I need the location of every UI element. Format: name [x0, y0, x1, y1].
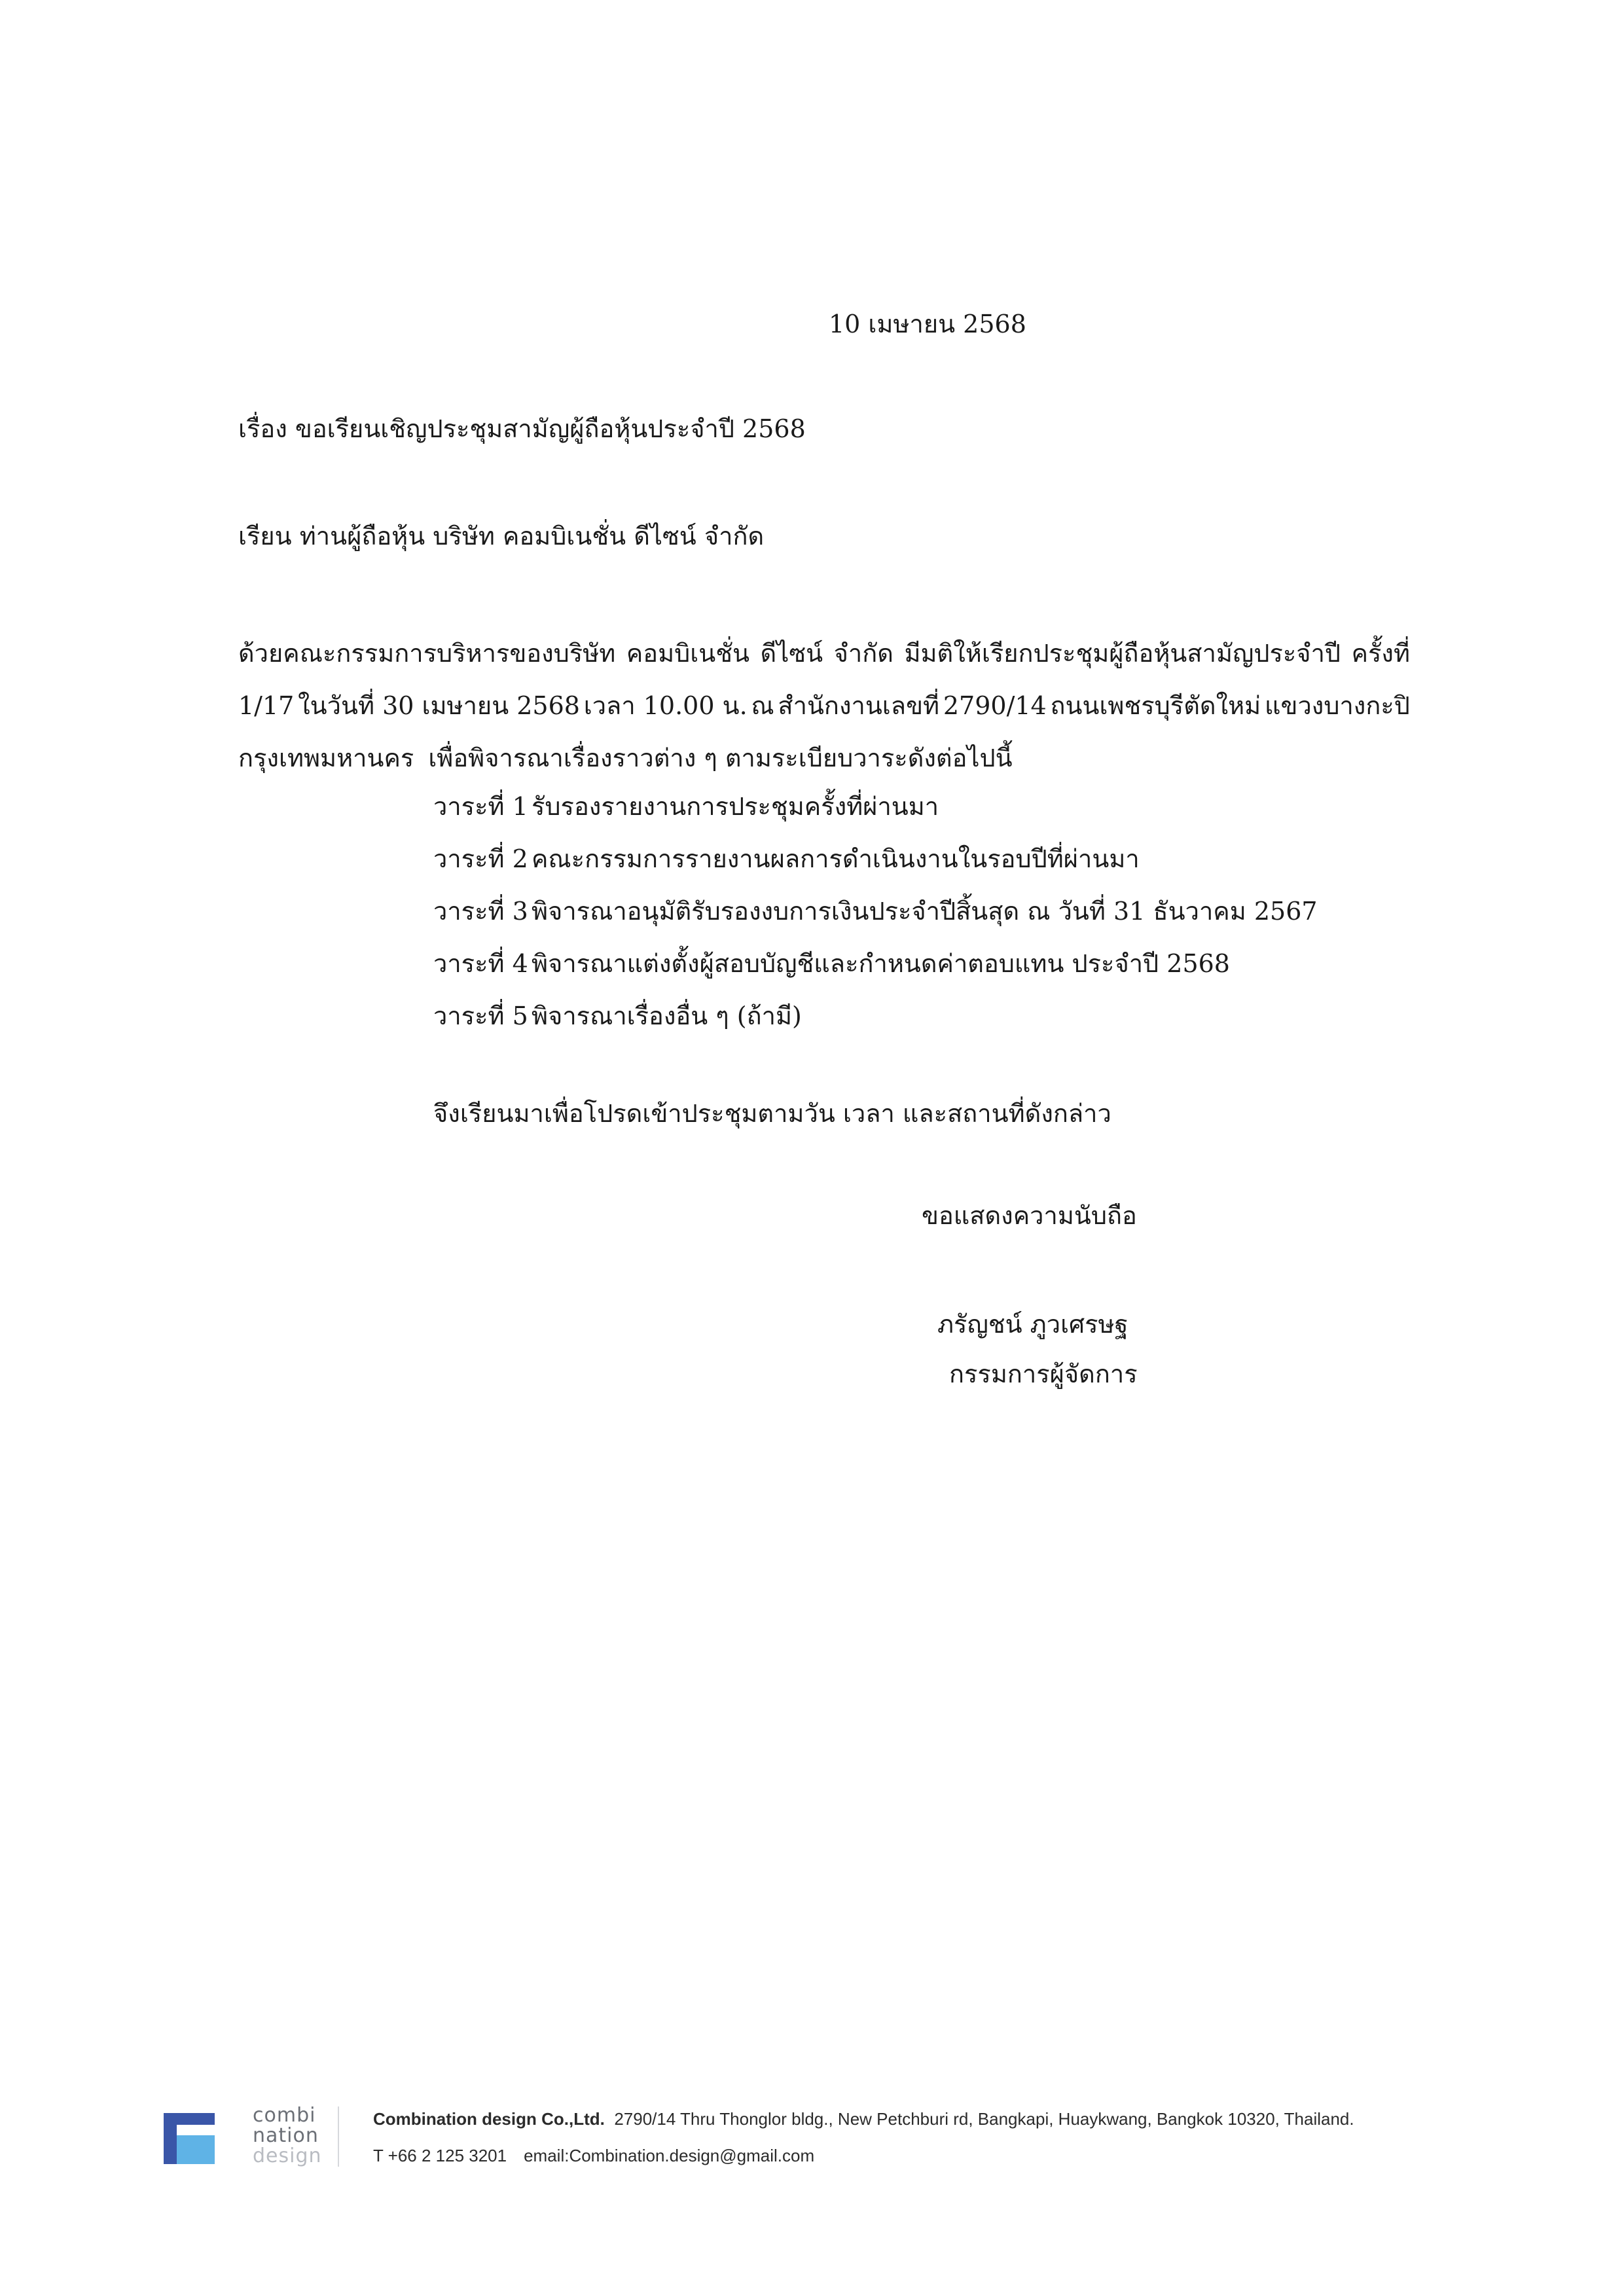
body-word: ณ [751, 691, 774, 720]
agenda-text: รับรองรายงานการประชุมครั้งที่ผ่านมา [532, 792, 939, 821]
letter-body-paragraph [238, 627, 1410, 784]
letter-salutation: เรียน ท่านผู้ถือหุ้น บริษัท คอมบิเนชั่น ดีไซน์ จำกัด [238, 522, 765, 551]
combination-logo-icon [164, 2113, 215, 2164]
agenda-number: วาระที่ 2 [433, 844, 528, 873]
company-phone: T +66 2 125 3201 [373, 2146, 507, 2165]
agenda-number: วาระที่ 5 [433, 1002, 528, 1030]
letter-closing: จึงเรียนมาเพื่อโปรดเข้าประชุมตามวัน เวลา และสถานที่ดังกล่าว [433, 1099, 1111, 1128]
company-address: 2790/14 Thru Thonglor bldg., New Petchburi rd, Bangkapi, Huaykwang, Bangkok 10320, Thailand. [614, 2109, 1354, 2129]
footer-address-line [373, 2109, 1354, 2129]
signatory-name: ภรัญชน์ ภูวเศรษฐ [937, 1310, 1128, 1339]
letter-subject: เรื่อง ขอเรียนเชิญประชุมสามัญผู้ถือหุ้นประจำปี 2568 [238, 414, 806, 443]
agenda-text: พิจารณาแต่งตั้งผู้สอบบัญชีและกำหนดค่าตอบแทน ประจำปี 2568 [532, 949, 1230, 978]
letterhead-footer [162, 2099, 1471, 2177]
body-word: แขวงบางกะปิ [1264, 691, 1410, 720]
letter-regards: ขอแสดงความนับถือ [922, 1201, 1137, 1230]
logo-word: combi [253, 2104, 316, 2127]
agenda-text: คณะกรรมการรายงานผลการดำเนินงานในรอบปีที่ผ่านมา [532, 844, 1140, 873]
agenda-text: พิจารณาอนุมัติรับรองงบการเงินประจำปีสิ้นสุด ณ วันที่ 31 ธันวาคม 2567 [532, 897, 1318, 926]
logo-wordmark [253, 2105, 322, 2166]
company-email: email:Combination.design@gmail.com [524, 2146, 815, 2165]
agenda-number: วาระที่ 1 [433, 792, 528, 821]
agenda-item [433, 885, 1318, 937]
agenda-list [433, 780, 1318, 1042]
agenda-number: วาระที่ 4 [433, 949, 528, 978]
agenda-item [433, 780, 1318, 833]
body-word: คอมบิเนชั่น [626, 639, 749, 668]
letter-date: 10 เมษายน 2568 [829, 310, 1026, 338]
body-word: มีมติให้เรียกประชุมผู้ถือหุ้นสามัญประจำปี [904, 639, 1341, 668]
footer-divider [338, 2106, 339, 2167]
body-word: ในวันที่ 30 เมษายน 2568 [298, 691, 580, 720]
body-word: 1/17 [238, 691, 295, 720]
body-word: กรุงเทพมหานคร [238, 744, 414, 772]
body-word: สำนักงานเลขที่ [778, 691, 940, 720]
agenda-number: วาระที่ 3 [433, 897, 528, 926]
logo-word: design [253, 2144, 322, 2167]
agenda-item [433, 833, 1318, 885]
body-word: เวลา 10.00 น. [583, 691, 748, 720]
footer-contact-line [373, 2146, 814, 2166]
body-line [238, 679, 1410, 732]
company-name: Combination design Co.,Ltd. [373, 2109, 605, 2129]
body-word: 2790/14 [943, 691, 1047, 720]
agenda-item [433, 990, 1318, 1042]
body-line [238, 627, 1410, 679]
logo-word: nation [253, 2124, 319, 2147]
body-word: เพื่อพิจารณาเรื่องราวต่าง ๆ ตามระเบียบวาระดังต่อไปนี้ [428, 744, 1013, 772]
agenda-text: พิจารณาเรื่องอื่น ๆ (ถ้ามี) [532, 1002, 802, 1030]
signatory-title: กรรมการผู้จัดการ [949, 1360, 1138, 1388]
agenda-item [433, 937, 1318, 990]
body-word: ถนนเพชรบุรีตัดใหม่ [1050, 691, 1261, 720]
body-word: ดีไซน์ [760, 639, 823, 668]
body-word: ด้วยคณะกรรมการบริหารของบริษัท [238, 639, 616, 668]
body-word: ครั้งที่ [1351, 639, 1410, 668]
body-word: จำกัด [833, 639, 893, 668]
body-line [238, 732, 1410, 784]
